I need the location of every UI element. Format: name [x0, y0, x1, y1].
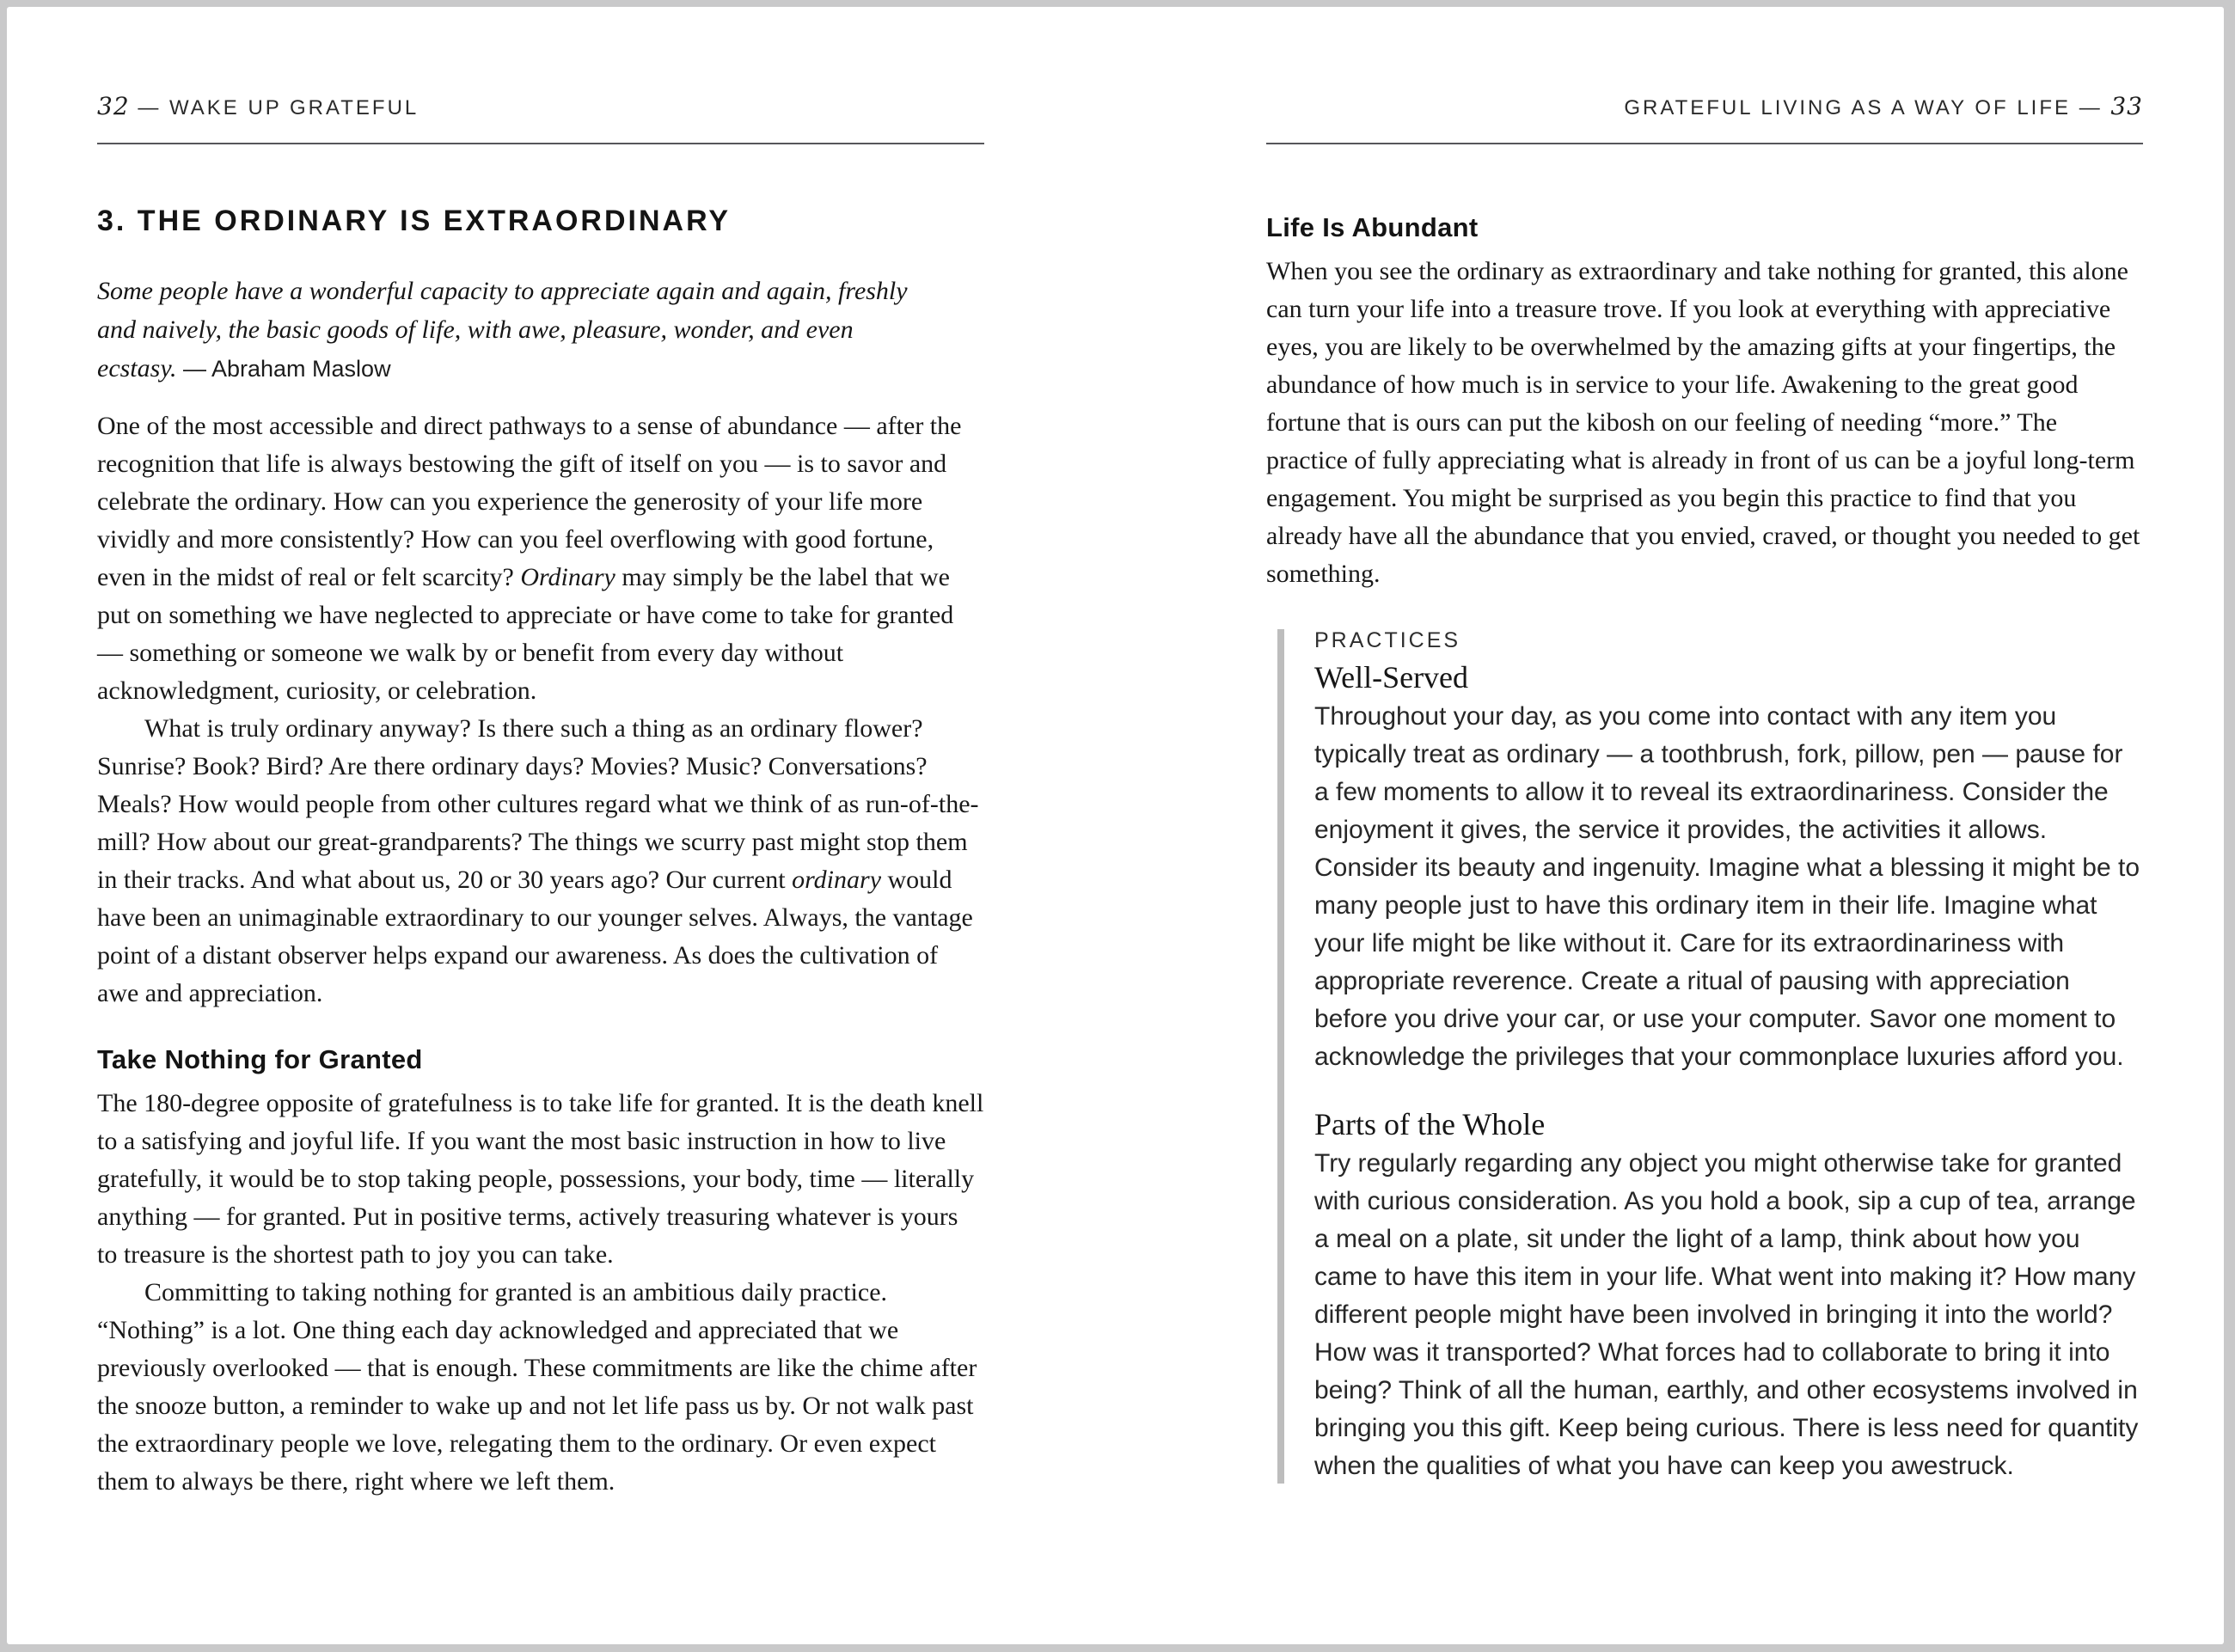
body-paragraph: The 180-degree opposite of gratefulness is to take life for granted. It is the death knell to a satisfying and joyful life. If you want the most basic instruction in how to live gratefully, it would be to stop taking people, possessions, your body, time — literally anything — for granted. Put in positive terms, actively treasuring whatever is yours to treasure is the shortest path to joy you can take.	[97, 1089, 984, 1269]
chapter-heading: 3. THE ORDINARY IS EXTRAORDINARY	[97, 205, 732, 237]
practice-item	[1314, 657, 2143, 1076]
section-heading-take-nothing: Take Nothing for Granted	[97, 1044, 423, 1074]
chapter-body	[97, 407, 984, 1013]
section-heading-life-abundant: Life Is Abundant	[1266, 212, 1479, 242]
body-paragraph: Committing to taking nothing for granted is an ambitious daily practice. “Nothing” is a lot. One thing each day acknowledged and appreciated that we previously overlooked — that is enough. These commitments are like the chime after the snooze button, a reminder to wake up and not let life pass us by. Or not walk past the extraordinary people we love, relegating them to the ordinary. Or even expect them to always be there, right where we left them.	[97, 1278, 977, 1496]
book-page-spread	[7, 7, 2224, 1644]
book-title-right: GRATEFUL LIVING AS A WAY OF LIFE	[1624, 96, 2072, 119]
practices-sidebar-rule	[1277, 629, 1284, 1484]
practices-block	[1277, 626, 2143, 1485]
practices-label: PRACTICES	[1314, 628, 1461, 652]
body-paragraph: One of the most accessible and direct pathways to a sense of abundance — after the recognition that life is always bestowing the gift of itself on you — is to savor and celebrate the ordinary. How can you experience the generosity of your life more vividly and more consistently? How can you feel overflowing with good fortune, even in the midst of real or felt scarcity? Ordinary may simply be the label that we put on something we have neglected to appreciate or have come to take for granted — something or someone we walk by or benefit from every day without acknowledgment, curiosity, or celebration.	[97, 412, 962, 705]
running-head-dash: —	[2079, 96, 2103, 119]
epigraph	[97, 272, 909, 389]
section-body	[1266, 253, 2143, 593]
section-body	[97, 1085, 984, 1501]
body-paragraph: When you see the ordinary as extraordinary and take nothing for granted, this alone can turn your life into a treasure trove. If you look at everything with appreciative eyes, you are likely to be overwhelmed by the amazing gifts at your fingertips, the abundance of how much is in service to your life. Awakening to the great good fortune that is ours can put the kibosh on our feeling of needing “more.” The practice of fully appreciating what is already in front of us can be a joyful long-term engagement. You might be surprised as you begin this practice to find that you already have all the abundance that you envied, craved, or thought you needed to get something.	[1266, 257, 2140, 588]
page-number-right: 33	[2110, 92, 2143, 120]
epigraph-attribution: — Abraham Maslow	[182, 356, 391, 382]
practice-title-parts-of-whole: Parts of the Whole	[1314, 1107, 1546, 1141]
practice-title-well-served: Well-Served	[1314, 660, 1469, 694]
left-page	[97, 7, 984, 1501]
practice-text: Throughout your day, as you come into contact with any item you typically treat as ordinary — a toothbrush, fork, pillow, pen — pause for a few moments to allow it to reveal its extraordinariness. Consider the enjoyment it gives, the service it provides, the activities it allows. Consider its beauty and ingenuity. Imagine what a blessing it might be to many people just to have this ordinary item in their life. Imagine what your life might be like without it. Care for its extraordinariness with appropriate reverence. Create a ritual of pausing with appreciation before you drive your car, or use your computer. Savor one moment to acknowledge the privileges that your commonplace luxuries afford you.	[1314, 702, 2140, 1071]
page-number-left: 32	[97, 92, 130, 120]
practice-text: Try regularly regarding any object you might otherwise take for granted with curious consideration. As you hold a book, sip a cup of tea, arrange a meal on a plate, sit under the light of a lamp, think about how you came to have this item in your life. What went into making it? How many different people might have been involved in bringing it into the world? How was it transported? What forces had to collaborate to bring it into being? Think of all the human, earthly, and other ecosystems involved in bringing you this gift. Keep being curious. There is less need for quantity when the qualities of what you have can keep you awestruck.	[1314, 1149, 2139, 1480]
book-title-left: WAKE UP GRATEFUL	[168, 96, 419, 119]
running-head-dash: —	[138, 96, 162, 119]
header-rule-left	[97, 143, 984, 144]
body-paragraph: What is truly ordinary anyway? Is there such a thing as an ordinary flower? Sunrise? Book? Bird? Are there ordinary days? Movies? Music? Conversations? Meals? How would people from other cultures regard what we think of as run-of-the-mill? How about our great-grandparents? The things we scurry past might stop them in their tracks. And what about us, 20 or 30 years ago? Our current ordinary would have been an unimaginable extraordinary to our younger selves. Always, the vantage point of a distant observer helps expand our awareness. As does the cultivation of awe and appreciation.	[97, 714, 979, 1007]
practice-item	[1314, 1104, 2143, 1485]
header-rule-right	[1266, 143, 2143, 144]
epigraph-text: Some people have a wonderful capacity to appreciate again and again, freshly and naively, the basic goods of life, with awe, pleasure, wonder, and even ecstasy.	[97, 277, 908, 382]
right-page	[1266, 7, 2143, 1485]
running-head-right	[1266, 93, 2143, 122]
running-head-left	[97, 93, 984, 122]
